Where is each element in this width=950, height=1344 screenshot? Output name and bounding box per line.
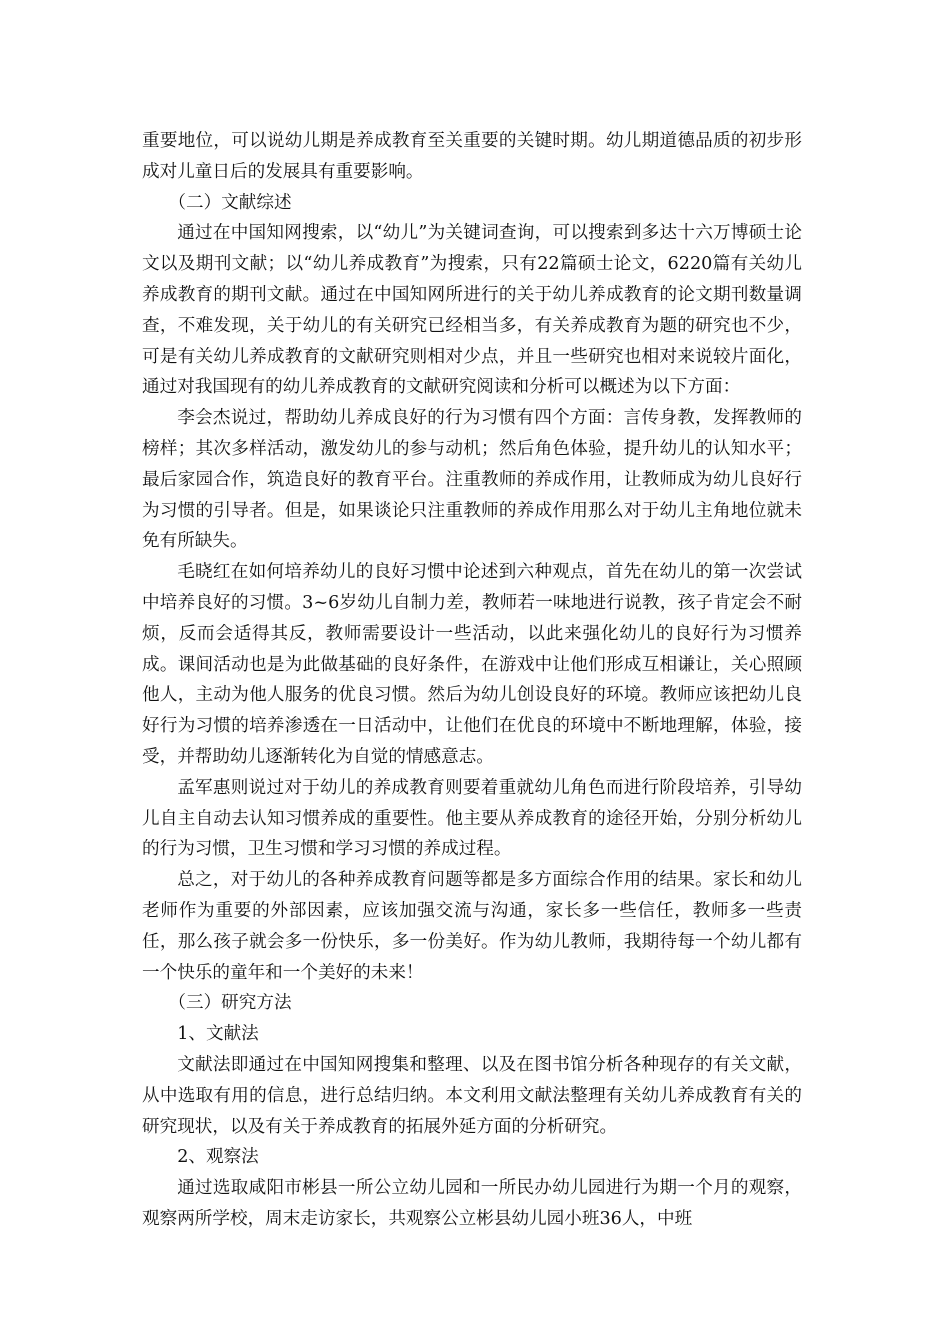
page-body	[142, 126, 802, 1235]
paragraph-literature-method: 文献法即通过在中国知网搜集和整理、以及在图书馆分析各种现存的有关文献，从中选取有用的信息，进行总结归纳。本文利用文献法整理有关幼儿养成教育有关的研究现状，以及有关于养成教育的拓展外延方面的分析研究。	[142, 1054, 802, 1137]
paragraph-mao-xiaohong: 毛晓红在如何培养幼儿的良好习惯中论述到六种观点，首先在幼儿的第一次尝试中培养良好的习惯。3~6岁幼儿自制力差，教师若一味地进行说教，孩子肯定会不耐烦，反而会适得其反，教师需要设计一些活动，以此来强化幼儿的良好行为习惯养成。课间活动也是为此做基础的良好条件，在游戏中让他们形成互相谦让，关心照顾他人，主动为他人服务的优良习惯。然后为幼儿创设良好的环境。教师应该把幼儿良好行为习惯的培养渗透在一日活动中，让他们在优良的环境中不断地理解，体验，接受，并帮助幼儿逐渐转化为自觉的情感意志。	[142, 562, 802, 767]
paragraph-summary: 总之，对于幼儿的各种养成教育问题等都是多方面综合作用的结果。家长和幼儿老师作为重要的外部因素，应该加强交流与沟通，家长多一些信任，教师多一些责任，那么孩子就会多一份快乐，多一份美好。作为幼儿教师，我期待每一个幼儿都有一个快乐的童年和一个美好的未来！	[142, 870, 802, 983]
subheading-observation-method: 2、观察法	[177, 1147, 259, 1168]
paragraph-li-huijie: 李会杰说过，帮助幼儿养成良好的行为习惯有四个方面：言传身教，发挥教师的榜样；其次多样活动，激发幼儿的参与动机；然后角色体验，提升幼儿的认知水平；最后家园合作，筑造良好的教育平台。注重教师的养成作用，让教师成为幼儿良好行为习惯的引导者。但是，如果谈论只注重教师的养成作用那么对于幼儿主角地位就未免有所缺失。	[142, 408, 802, 552]
paragraph-observation-method: 通过选取咸阳市彬县一所公立幼儿园和一所民办幼儿园进行为期一个月的观察，观察两所学校，周末走访家长，共观察公立彬县幼儿园小班36人，中班	[142, 1178, 802, 1229]
paragraph-continuation: 重要地位，可以说幼儿期是养成教育至关重要的关键时期。幼儿期道德品质的初步形成对儿童日后的发展具有重要影响。	[142, 131, 802, 182]
subheading-literature-method: 1、文献法	[177, 1024, 259, 1045]
section-heading-literature-review: （二）文献综述	[168, 192, 292, 213]
paragraph-meng-junhui: 孟军惠则说过对于幼儿的养成教育则要着重就幼儿角色而进行阶段培养，引导幼儿自主自动去认知习惯养成的重要性。他主要从养成教育的途径开始，分别分析幼儿的行为习惯，卫生习惯和学习习惯的养成过程。	[142, 777, 802, 860]
section-heading-research-methods: （三）研究方法	[168, 993, 292, 1014]
paragraph-cnki-search: 通过在中国知网搜索，以“幼儿”为关键词查询，可以搜索到多达十六万博硕士论文以及期刊文献；以“幼儿养成教育”为搜索，只有22篇硕士论文，6220篇有关幼儿养成教育的期刊文献。通过在中国知网所进行的关于幼儿养成教育的论文期刊数量调查，不难发现，关于幼儿的有关研究已经相当多，有关养成教育为题的研究也不少，可是有关幼儿养成教育的文献研究则相对少点，并且一些研究也相对来说较片面化，通过对我国现有的幼儿养成教育的文献研究阅读和分析可以概述为以下方面：	[142, 223, 802, 398]
